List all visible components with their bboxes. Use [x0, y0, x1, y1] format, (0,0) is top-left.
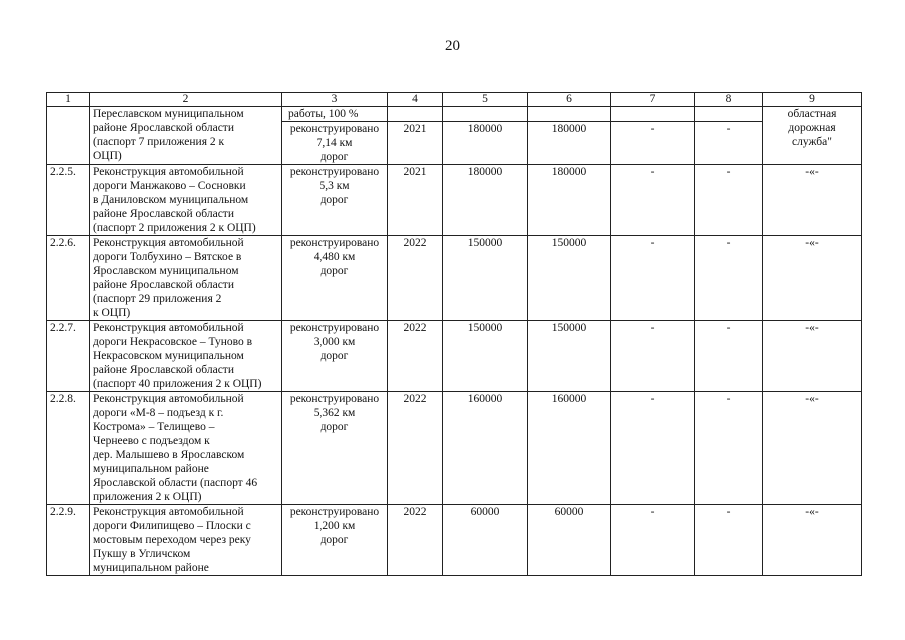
cell-executor: -«-	[763, 236, 862, 321]
cell-name: Реконструкция автомобильной дороги Некрасовское – Туново в Некрасовском муниципальном районе Ярославской области (паспорт 40 приложения 2 к ОЦП)	[90, 321, 282, 392]
cell-executor: -«-	[763, 165, 862, 236]
column-header-4: 4	[388, 93, 443, 107]
cell-total: 150000	[443, 236, 528, 321]
cell-year: 2022	[388, 392, 443, 505]
column-header-7: 7	[611, 93, 695, 107]
cell-col8: -	[695, 392, 763, 505]
column-header-3: 3	[282, 93, 388, 107]
cell-col8: -	[695, 505, 763, 576]
cell-regional: 150000	[528, 236, 611, 321]
cell-name-line: ОЦП)	[93, 150, 122, 162]
cell-result-line: реконструировано	[289, 123, 380, 135]
cell-num: 2.2.5.	[47, 165, 90, 236]
cell-executor: -«-	[763, 392, 862, 505]
cell-result	[282, 107, 388, 165]
header-row	[47, 93, 862, 107]
column-header-6: 6	[528, 93, 611, 107]
cell-year: 2022	[388, 505, 443, 576]
cell-col7: -	[611, 392, 695, 505]
cell-year: 2021	[388, 165, 443, 236]
cell-year: 2022	[388, 236, 443, 321]
table-row	[47, 165, 862, 236]
cell-result-line: 7,14 км	[316, 137, 353, 149]
cell-col8: -	[695, 107, 763, 165]
table-row	[47, 505, 862, 576]
cell-total: 160000	[443, 392, 528, 505]
cell-executor: -«-	[763, 505, 862, 576]
cell-num: 2.2.6.	[47, 236, 90, 321]
cell-total: 180000	[443, 165, 528, 236]
cell-name: Реконструкция автомобильной дороги Толбухино – Вятское в Ярославском муниципальном районе Ярославской области (паспорт 29 приложения 2 к ОЦП)	[90, 236, 282, 321]
column-header-2: 2	[90, 93, 282, 107]
cell-col8: -	[695, 321, 763, 392]
table-row	[47, 236, 862, 321]
cell-total: 180000	[443, 107, 528, 165]
cell-name-line: Переславском муниципальном	[93, 108, 244, 120]
cell-executor: -«-	[763, 321, 862, 392]
page-number: 20	[445, 38, 460, 54]
cell-name: Реконструкция автомобильной дороги Филипищево – Плоски с мостовым переходом через реку Пукшу в Угличском муниципальном районе	[90, 505, 282, 576]
cell-regional: 180000	[528, 107, 611, 165]
cell-name: Реконструкция автомобильной дороги Манжаково – Сосновки в Даниловском муниципальном районе Ярославской области (паспорт 2 приложения 2 к ОЦП)	[90, 165, 282, 236]
cell-result-top: работы, 100 %	[282, 107, 387, 122]
cell-result: реконструировано 5,3 км дорог	[282, 165, 388, 236]
column-header-5: 5	[443, 93, 528, 107]
cell-col7: -	[611, 107, 695, 165]
cell-col8: -	[695, 236, 763, 321]
cell-result: реконструировано 5,362 км дорог	[282, 392, 388, 505]
column-header-8: 8	[695, 93, 763, 107]
cell-result: реконструировано 3,000 км дорог	[282, 321, 388, 392]
cell-regional: 150000	[528, 321, 611, 392]
program-table	[46, 92, 862, 576]
cell-num	[47, 107, 90, 165]
cell-result: реконструировано 4,480 км дорог	[282, 236, 388, 321]
cell-name	[90, 107, 282, 165]
cell-name-line: районе Ярославской области	[93, 122, 234, 134]
table-row	[47, 392, 862, 505]
cell-col7: -	[611, 505, 695, 576]
cell-name: Реконструкция автомобильной дороги «М-8 – подъезд к г. Кострома» – Телищево – Чернеево с подъездом к дер. Малышево в Ярославском муниципальном районе Ярославской области (паспорт 46 приложения 2 к ОЦП)	[90, 392, 282, 505]
column-header-9: 9	[763, 93, 862, 107]
cell-name-line: (паспорт 7 приложения 2 к	[93, 136, 225, 148]
cell-col7: -	[611, 165, 695, 236]
cell-num: 2.2.7.	[47, 321, 90, 392]
cell-executor: областная дорожная служба"	[763, 107, 862, 165]
cell-regional: 160000	[528, 392, 611, 505]
cell-total: 150000	[443, 321, 528, 392]
table-row	[47, 321, 862, 392]
cell-col8: -	[695, 165, 763, 236]
cell-regional: 180000	[528, 165, 611, 236]
cell-result-line: дорог	[320, 151, 349, 163]
cell-regional: 60000	[528, 505, 611, 576]
cell-total: 60000	[443, 505, 528, 576]
cell-year: 2021	[388, 107, 443, 165]
cell-year: 2022	[388, 321, 443, 392]
cell-num: 2.2.9.	[47, 505, 90, 576]
cell-col7: -	[611, 321, 695, 392]
cell-num: 2.2.8.	[47, 392, 90, 505]
column-header-1: 1	[47, 93, 90, 107]
table-row-continuation	[47, 107, 862, 165]
cell-result: реконструировано 1,200 км дорог	[282, 505, 388, 576]
cell-col7: -	[611, 236, 695, 321]
